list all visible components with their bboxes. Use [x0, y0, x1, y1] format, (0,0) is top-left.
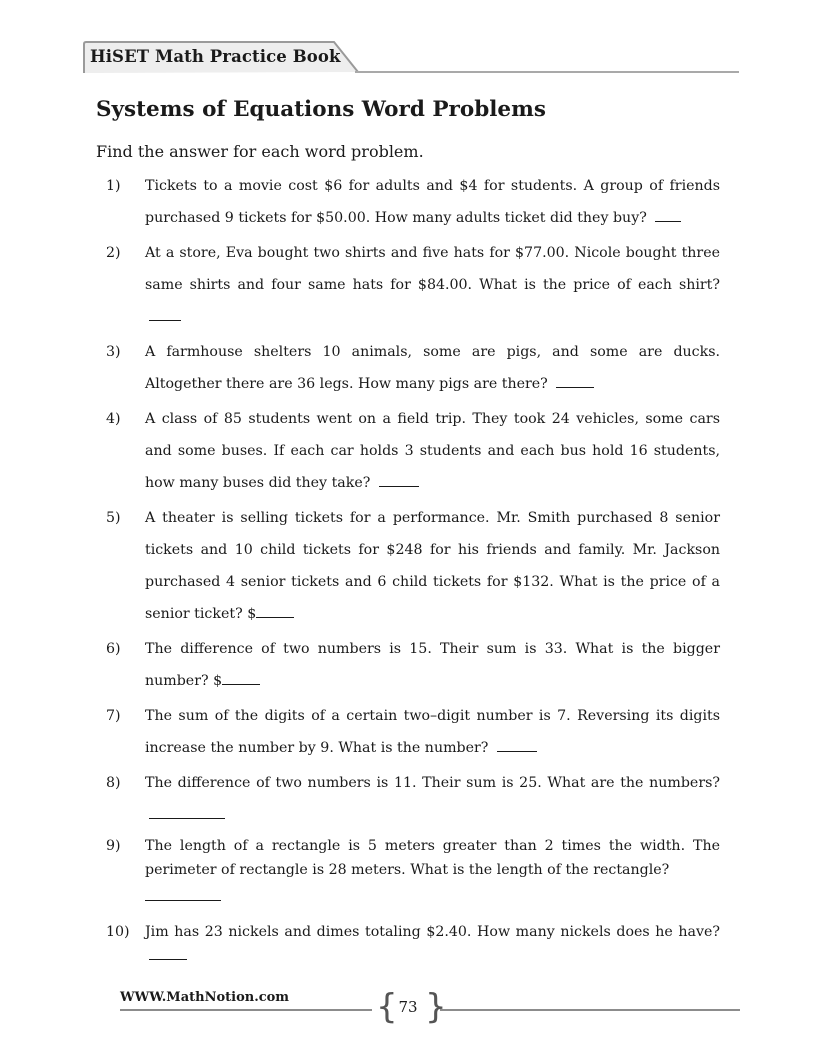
- problem-5: [106, 502, 720, 630]
- problem-number: 3): [106, 344, 121, 360]
- page-number-brace-right: }: [425, 987, 447, 1027]
- problem-text: At a store, Eva bought two shirts and five hats for $77.00. Nicole bought three same shirts and four same hats for $84.00. What is the price of each shirt?: [145, 245, 720, 293]
- problem-number: 10): [106, 924, 130, 940]
- problem-1: [106, 170, 720, 234]
- problem-text: Jim has 23 nickels and dimes totaling $2.40. How many nickels does he have?: [145, 924, 720, 940]
- problem-7: [106, 700, 720, 764]
- footer-rule-left: [120, 1009, 372, 1011]
- answer-blank[interactable]: [256, 603, 294, 618]
- page-number: 73: [398, 998, 418, 1016]
- footer-website: WWW.MathNotion.com: [120, 990, 290, 1005]
- problem-text: A class of 85 students went on a field trip. They took 24 vehicles, some cars and some buses. If each car holds 3 students and each bus hold 16 students, how many buses did they take?: [145, 411, 720, 491]
- page-number-brace-left: {: [376, 987, 398, 1027]
- problem-10: [106, 920, 720, 968]
- problem-text: The sum of the digits of a certain two–digit number is 7. Reversing its digits increase the number by 9. What is the number?: [145, 708, 720, 756]
- answer-blank[interactable]: [222, 670, 260, 685]
- answer-blank[interactable]: [497, 737, 537, 752]
- answer-blank[interactable]: [149, 945, 187, 960]
- problem-2: [106, 237, 720, 333]
- problem-8: [106, 767, 720, 831]
- problem-text: A farmhouse shelters 10 animals, some are pigs, and some are ducks. Altogether there are 36 legs. How many pigs are there?: [145, 344, 720, 392]
- answer-blank[interactable]: [149, 306, 181, 321]
- answer-prefix: $: [213, 673, 223, 689]
- book-title: HiSET Math Practice Book: [90, 47, 341, 66]
- footer-rule-right: [440, 1009, 740, 1011]
- problem-list: [106, 170, 720, 979]
- answer-blank[interactable]: [149, 804, 225, 819]
- problem-text: A theater is selling tickets for a performance. Mr. Smith purchased 8 senior tickets and 10 child tickets for $248 for his friends and family. Mr. Jackson purchased 4 senior tickets and 6 child tickets for $132. What is the price of a senior ticket?: [145, 510, 720, 622]
- problem-number: 6): [106, 641, 121, 657]
- answer-prefix: $: [247, 606, 257, 622]
- page-title: Systems of Equations Word Problems: [96, 97, 546, 122]
- problem-9: [106, 834, 720, 909]
- problem-4: [106, 403, 720, 499]
- problem-6: [106, 633, 720, 697]
- answer-blank[interactable]: [556, 373, 594, 388]
- answer-blank[interactable]: [145, 882, 221, 901]
- problem-text: The difference of two numbers is 15. Their sum is 33. What is the bigger number?: [145, 641, 720, 689]
- problem-number: 7): [106, 708, 121, 724]
- problem-number: 2): [106, 245, 121, 261]
- answer-blank[interactable]: [379, 472, 419, 487]
- header-rule: [355, 71, 739, 73]
- problem-number: 8): [106, 775, 121, 791]
- problem-text: Tickets to a movie cost $6 for adults and $4 for students. A group of friends purchased 9 tickets for $50.00. How many adults ticket did they buy?: [145, 178, 720, 226]
- problem-number: 1): [106, 178, 121, 194]
- problem-number: 9): [106, 838, 121, 854]
- instructions: Find the answer for each word problem.: [96, 142, 424, 161]
- problem-3: [106, 336, 720, 400]
- problem-text: The difference of two numbers is 11. Their sum is 25. What are the numbers?: [145, 775, 720, 791]
- problem-number: 5): [106, 510, 121, 526]
- answer-blank[interactable]: [655, 207, 681, 222]
- problem-number: 4): [106, 411, 121, 427]
- problem-text: The length of a rectangle is 5 meters greater than 2 times the width. The perimeter of rectangle is 28 meters. What is the length of the rectangle?: [145, 838, 720, 878]
